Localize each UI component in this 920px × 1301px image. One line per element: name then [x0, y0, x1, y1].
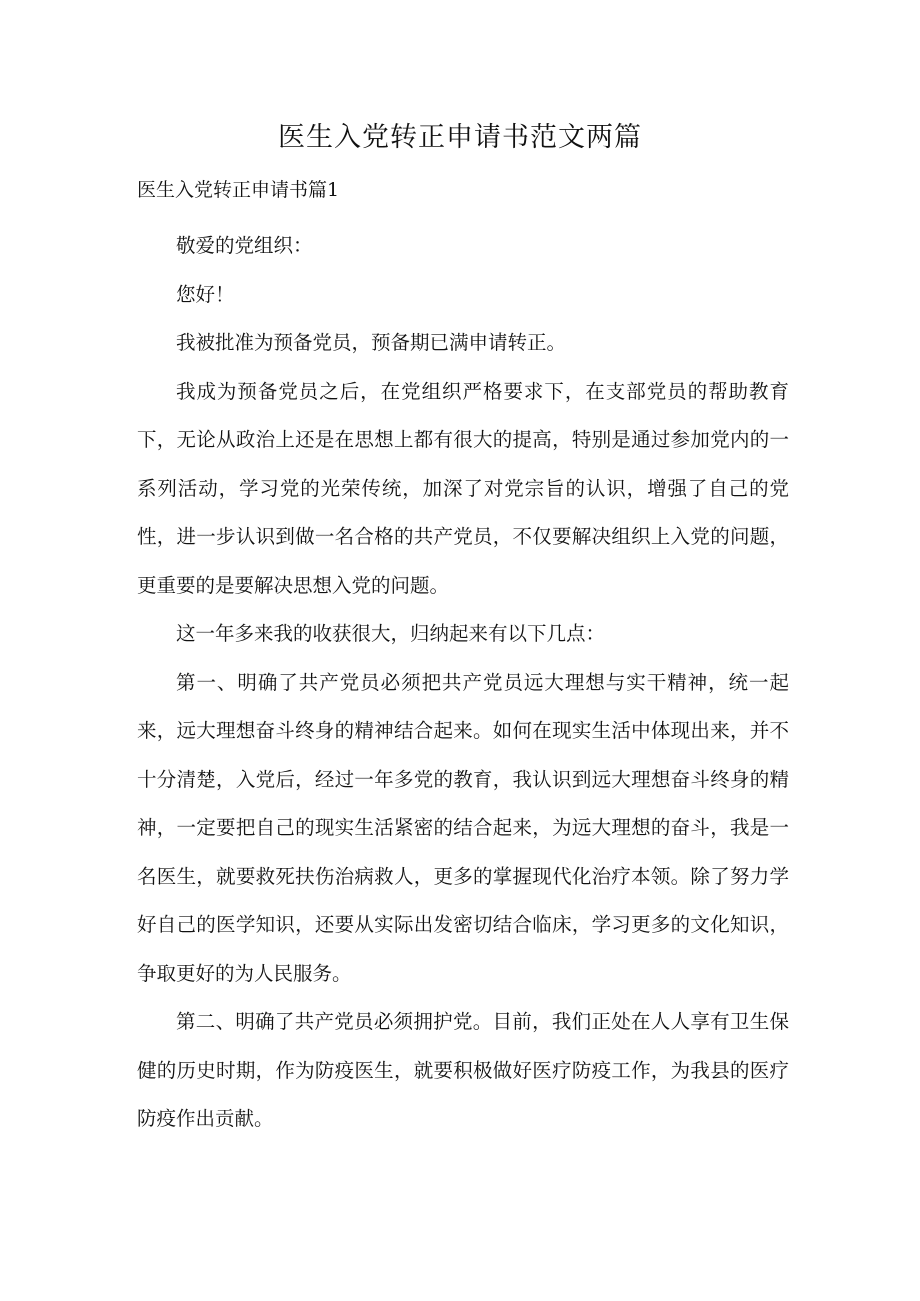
- greeting: 您好！: [176, 282, 235, 306]
- body-paragraph: 这一年多来我的收获很大，归纳起来有以下几点：: [176, 622, 606, 645]
- salutation: 敬爱的党组织：: [176, 234, 313, 257]
- section-heading: 医生入党转正申请书篇1: [137, 179, 340, 201]
- document-body: [137, 222, 789, 1144]
- document-title: 医生入党转正申请书范文两篇: [278, 122, 642, 153]
- body-paragraph: 第一、明确了共产党员必须把共产党员远大理想与实干精神，统一起来，远大理想奋斗终身的精神结合起来。如何在现实生活中体现出来，并不十分清楚，入党后，经过一年多党的教育，我认识到远大理想奋斗终身的精神，一定要把自己的现实生活紧密的结合起来，为远大理想的奋斗，我是一名医生，就要救死扶伤治病救人，更多的掌握现代化治疗本领。除了努力学好自己的医学知识，还要从实际出发密切结合临床，学习更多的文化知识，争取更好的为人民服务。: [137, 670, 789, 985]
- body-paragraph: 我被批准为预备党员，预备期已满申请转正。: [176, 331, 567, 354]
- body-paragraph: 第二、明确了共产党员必须拥护党。目前，我们正处在人人享有卫生保健的历史时期，作为防疫医生，就要积极做好医疗防疫工作，为我县的医疗防疫作出贡献。: [137, 1010, 789, 1130]
- body-paragraph: 我成为预备党员之后，在党组织严格要求下，在支部党员的帮助教育下，无论从政治上还是在思想上都有很大的提高，特别是通过参加党内的一系列活动，学习党的光荣传统，加深了对党宗旨的认识，增强了自己的党性，进一步认识到做一名合格的共产党员，不仅要解决组织上入党的问题，更重要的是要解决思想入党的问题。: [137, 379, 789, 597]
